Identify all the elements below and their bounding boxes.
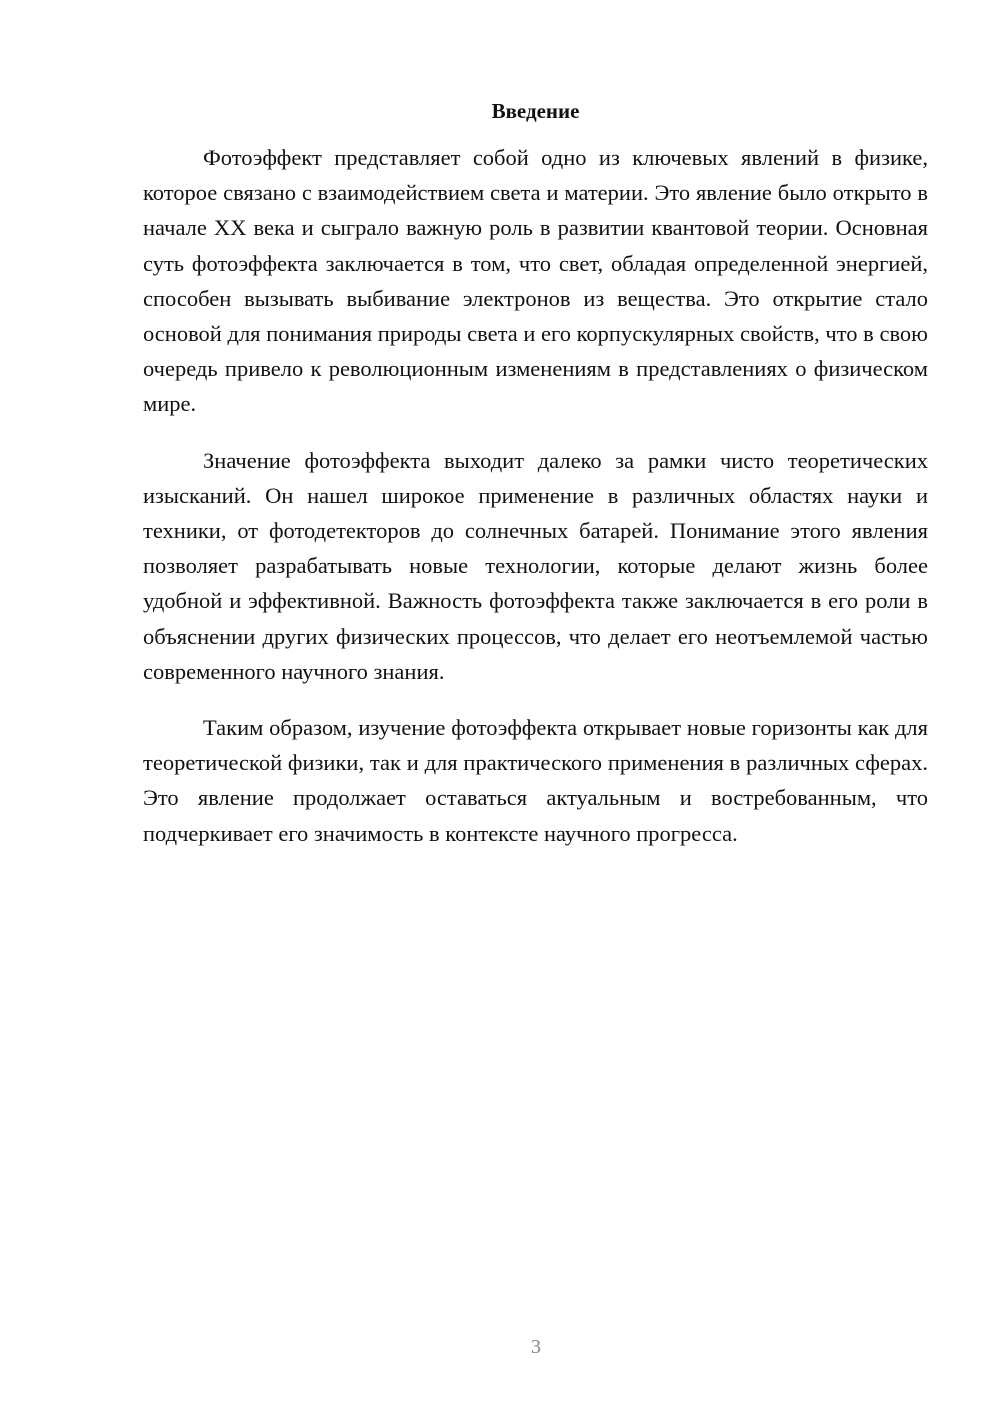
page-number: 3 [531, 1336, 541, 1358]
paragraph-2: Значение фотоэффекта выходит далеко за рамки чисто теоретических изысканий. Он нашел широкое применение в различных областях науки и техники, от фотодетекторов до солнечных батарей. Понимание этого явления позволяет разрабатывать новые технологии, которые делают жизнь более удобной и эффективной. Важность фотоэффекта также заключается в его роли в объяснении других физических процессов, что делает его неотъемлемой частью современного научного знания. [143, 447, 928, 684]
paragraph-3: Таким образом, изучение фотоэффекта открывает новые горизонты как для теоретической физики, так и для практического применения в различных сферах. Это явление продолжает оставаться актуальным и востребованным, что подчеркивает его значимость в контексте научного прогресса. [143, 715, 928, 846]
section-heading: Введение [491, 99, 580, 123]
paragraph-1: Фотоэффект представляет собой одно из ключевых явлений в физике, которое связано с взаимодействием света и материи. Это явление было открыто в начале XX века и сыграло важную роль в развитии квантовой теории. Основная суть фотоэффекта заключается в том, что свет, обладая определенной энергией, способен вызывать выбивание электронов из вещества. Это открытие стало основой для понимания природы света и его корпускулярных свойств, что в свою очередь привело к революционным изменениям в представлениях о физическом мире. [143, 145, 928, 417]
page-content [143, 96, 928, 851]
